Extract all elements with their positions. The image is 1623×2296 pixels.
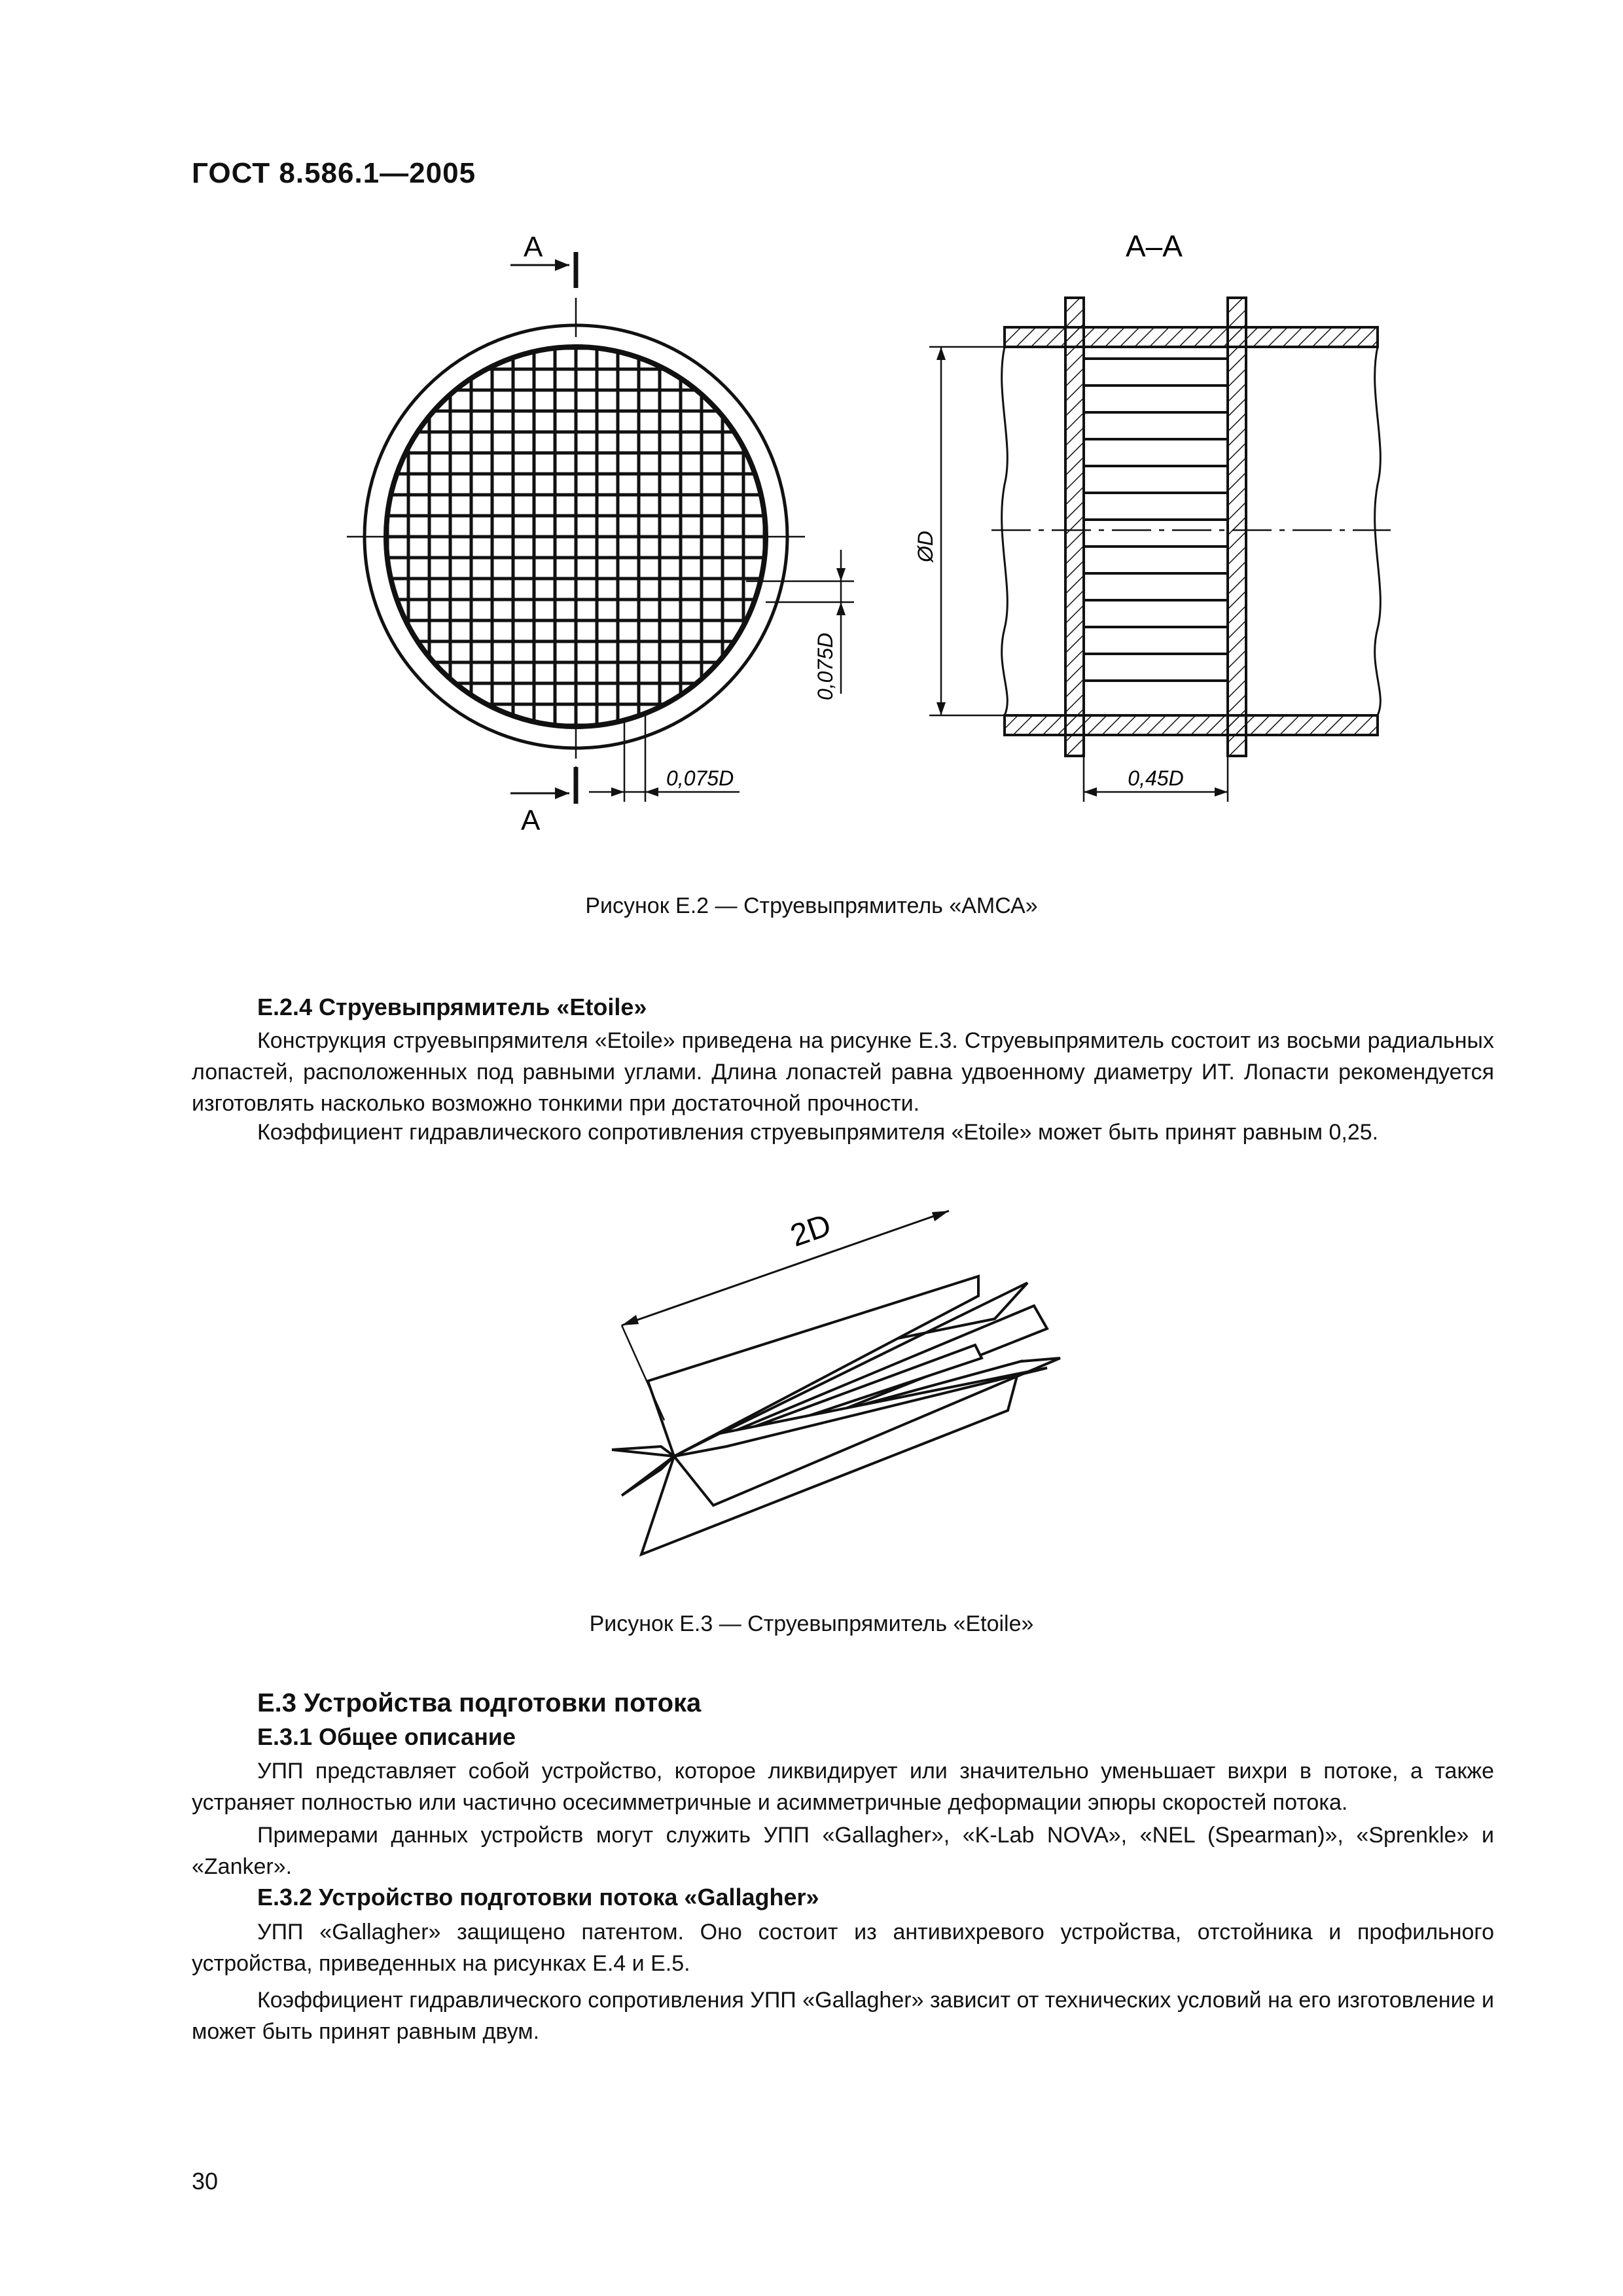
section-e24-heading: Е.2.4 Струевыпрямитель «Etoile»	[257, 994, 647, 1020]
figure-e2-caption: Рисунок Е.2 — Струевыпрямитель «АМСА»	[585, 893, 1038, 918]
section-e24-para1: Конструкция струевыпрямителя «Etoile» приведена на рисунке Е.3. Струевыпрямитель состоит из восьми радиальных лопастей, расположенных под равными углами. Длина лопастей равна удвоенному диаметру ИТ. Лопасти рекомендуется изготовлять насколько возможно тонкими при достаточной прочности.	[192, 1028, 1494, 1116]
section-e31-para1: УПП представляет собой устройство, которое ликвидирует или значительно уменьшает вихри в потоке, а также устраняет полностью или частично осесимметричные и асимметричные деформации эпюры скоростей потока.	[192, 1759, 1494, 1815]
dim-cell-vertical: 0,075D	[813, 632, 837, 700]
dim-2d: 2D	[786, 1208, 836, 1254]
dim-diameter: ØD	[914, 531, 937, 562]
section-e31-heading: Е.3.1 Общее описание	[257, 1723, 516, 1750]
section-view	[929, 298, 1391, 802]
circular-view	[347, 252, 854, 804]
section-e32-heading: Е.3.2 Устройство подготовки потока «Gallagher»	[257, 1884, 819, 1910]
figure-e2-drawing	[0, 0, 1623, 890]
section-view-title: А–А	[1126, 229, 1183, 263]
figure-e3-caption: Рисунок Е.3 — Струевыпрямитель «Etoile»	[589, 1611, 1034, 1636]
dim-cell-horizontal: 0,075D	[666, 766, 734, 790]
section-e32-para1: УПП «Gallagher» защищено патентом. Оно состоит из антивихревого устройства, отстойника и профильного устройства, приведенных на рисунках Е.4 и Е.5.	[192, 1920, 1494, 1976]
section-e3-heading: Е.3 Устройства подготовки потока	[257, 1689, 702, 1717]
section-e24-para2: Коэффициент гидравлического сопротивления струевыпрямителя «Etoile» может быть принят равным 0,25.	[257, 1120, 1379, 1145]
section-e32-para2: Коэффициент гидравлического сопротивления УПП «Gallagher» зависит от технических условий на его изготовление и может быть принят равным двум.	[192, 1988, 1494, 2044]
page-number: 30	[192, 2168, 219, 2195]
section-label-bottom: А	[521, 804, 541, 836]
document-header: ГОСТ 8.586.1—2005	[192, 157, 476, 189]
section-e31-para2: Примерами данных устройств могут служить УПП «Gallagher», «K-Lab NOVA», «NEL (Spearman)», «Sprenkle» и «Zanker».	[192, 1823, 1494, 1879]
dim-length: 0,45D	[1128, 766, 1184, 790]
figure-e3-drawing	[0, 1191, 1623, 1597]
section-label-top: А	[524, 231, 543, 263]
